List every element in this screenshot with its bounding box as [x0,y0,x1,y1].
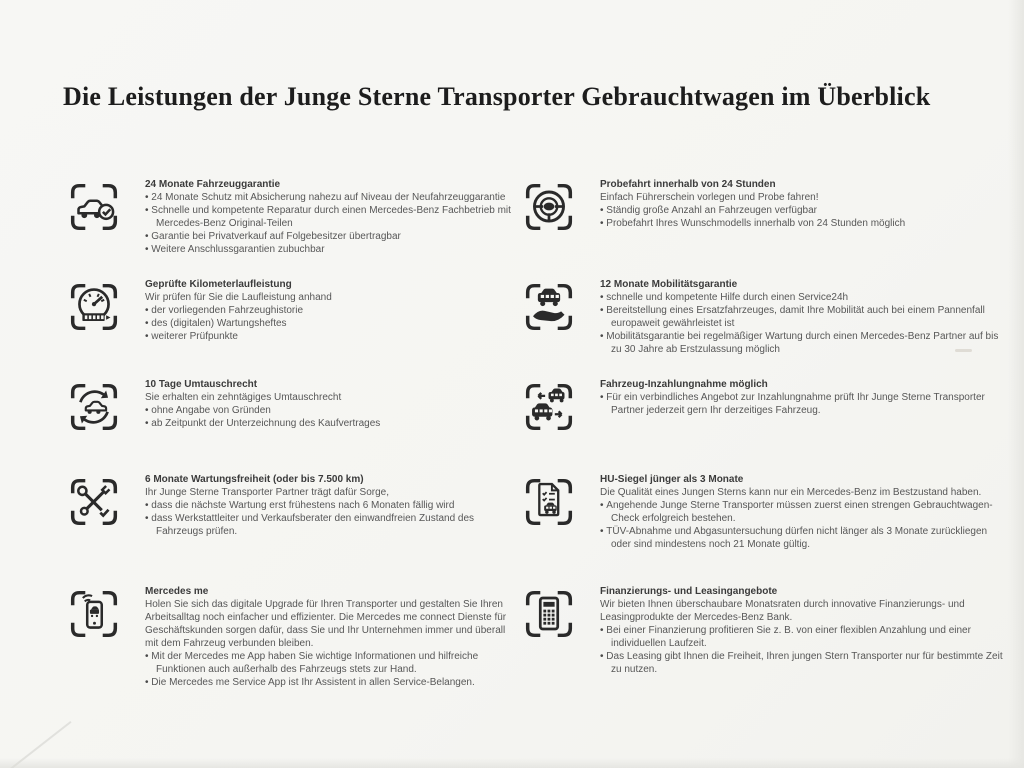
service-heading: Probefahrt innerhalb von 24 Stunden [600,179,776,190]
service-bullet: • Schnelle und kompetente Reparatur durch einen Mercedes-Benz Fachbetrieb mit Mercedes-Benz Original-Teilen [145,204,518,230]
service-bullet: • Bereitstellung eines Ersatzfahrzeuges, damit Ihre Mobilität auch bei einem Pannenfall europaweit gewährleistet ist [600,304,1005,330]
service-bullet: • ohne Angabe von Gründen [145,404,518,417]
service-bullet: • Mobilitätsgarantie bei regelmäßiger Wartung durch einen Mercedes-Benz Partner auf bis zu 30 Jahre ab Erstzulassung möglich [600,330,1005,356]
service-text [145,471,518,538]
service-intro: Ihr Junge Sterne Transporter Partner trägt dafür Sorge, [145,487,390,498]
service-bullet: • 24 Monate Schutz mit Absicherung nahezu auf Niveau der Neufahrzeuggarantie [145,191,518,204]
service-text [600,276,1005,356]
service-intro: Holen Sie sich das digitale Upgrade für Ihren Transporter und gestalten Sie Ihren Arbeitsalltag noch einfacher und effizienter. Die Mercedes me connect Dienste für Geschäftskunden sorgen dafür, dass Sie und Ihr Unternehmen immer und überall mit dem Fahrzeug verbunden bleiben. [145,599,507,649]
service-intro: Einfach Führerschein vorlegen und Probe fahren! [600,192,819,203]
service-intro: Sie erhalten ein zehntägiges Umtauschrecht [145,392,342,403]
service-heading: Mercedes me [145,586,209,597]
service-item [63,583,518,689]
service-heading: Finanzierungs- und Leasingangebote [600,586,778,597]
service-item [63,176,518,276]
page-title: Die Leistungen der Junge Sterne Transporter Gebrauchtwagen im Überblick [63,82,931,111]
service-bullet: • ab Zeitpunkt der Unterzeichnung des Kaufvertrages [145,417,518,430]
service-text [600,176,1005,230]
service-item [63,376,518,471]
service-bullet-list [600,291,1005,356]
service-text [145,176,518,256]
service-bullet: • dass Werkstattleiter und Verkaufsberater den einwandfreien Zustand des Fahrzeugs prüfen. [145,512,518,538]
smartphone-connect-icon [63,583,125,645]
service-heading: Geprüfte Kilometerlaufleistung [145,279,292,290]
service-bullet-list [145,404,518,430]
service-heading: 10 Tage Umtauschrecht [145,379,258,390]
service-bullet-list [145,304,518,343]
service-bullet: • Garantie bei Privatverkauf auf Folgebesitzer übertragbar [145,230,518,243]
service-bullet-list [145,499,518,538]
scan-artifact [955,349,972,352]
service-bullet-list [145,650,518,689]
service-bullet: • Weitere Anschlussgarantien zubuchbar [145,243,518,256]
car-exchange-icon [63,376,125,438]
service-bullet: • Das Leasing gibt Ihnen die Freiheit, Ihren jungen Stern Transporter nur für bestimmte Zeit zu nutzen. [600,650,1005,676]
scan-artifact [0,758,1024,768]
service-bullet: • weiterer Prüfpunkte [145,330,518,343]
service-bullet: • Angehende Junge Sterne Transporter müssen zuerst einen strengen Gebrauchtwagen-Check erfolgreich bestehen. [600,499,1005,525]
steering-wheel-icon [518,176,580,238]
odometer-icon [63,276,125,338]
service-bullet: • dass die nächste Wartung erst frühestens nach 6 Monaten fällig wird [145,499,518,512]
service-item [518,583,1005,689]
service-intro: Die Qualität eines Jungen Sterns kann nur ein Mercedes-Benz im Bestzustand haben. [600,487,982,498]
service-text [600,376,1005,417]
service-item [63,276,518,376]
service-bullet-list [145,191,518,256]
service-bullet: • des (digitalen) Wartungsheftes [145,317,518,330]
service-bullet: • Für ein verbindliches Angebot zur Inzahlungnahme prüft Ihr Junge Sterne Transporter Partner jederzeit gern Ihr derzeitiges Fahrzeug. [600,391,1005,417]
service-heading: 24 Monate Fahrzeuggarantie [145,179,281,190]
service-item [63,471,518,583]
service-item [518,376,1005,471]
service-bullet: • Mit der Mercedes me App haben Sie wichtige Informationen und hilfreiche Funktionen auch außerhalb des Fahrzeugs stets zur Hand. [145,650,518,676]
service-heading: HU-Siegel jünger als 3 Monate [600,474,744,485]
service-item [518,471,1005,583]
service-bullet: • TÜV-Abnahme und Abgasuntersuchung dürfen nicht länger als 3 Monate zurückliegen oder sind mindestens noch 21 Monate gültig. [600,525,1005,551]
scan-artifact [1008,0,1024,768]
service-item [518,176,1005,276]
service-intro: Wir bieten Ihnen überschaubare Monatsraten durch innovative Finanzierungs- und Leasingprodukte der Mercedes-Benz Bank. [600,599,965,623]
service-item [518,276,1005,376]
document-car-icon [518,471,580,533]
service-bullet-list [600,391,1005,417]
service-bullet: • Die Mercedes me Service App ist Ihr Assistent in allen Service-Belangen. [145,676,518,689]
service-heading: Fahrzeug-Inzahlungnahme möglich [600,379,768,390]
car-check-icon [63,176,125,238]
service-text [145,376,518,430]
service-bullet: • schnelle und kompetente Hilfe durch einen Service24h [600,291,1005,304]
service-text [600,471,1005,551]
service-heading: 6 Monate Wartungsfreiheit (oder bis 7.500 km) [145,474,364,485]
service-text [145,583,518,689]
service-bullet-list [600,499,1005,551]
service-intro: Wir prüfen für Sie die Laufleistung anhand [145,292,332,303]
service-bullet: • Ständig große Anzahl an Fahrzeugen verfügbar [600,204,1005,217]
service-text [600,583,1005,676]
service-bullet: • der vorliegenden Fahrzeughistorie [145,304,518,317]
service-text [145,276,518,343]
calculator-icon [518,583,580,645]
services-grid [63,176,1005,689]
service-bullet: • Bei einer Finanzierung profitieren Sie z. B. von einer flexiblen Anzahlung und einer individuellen Laufzeit. [600,624,1005,650]
service-bullet-list [600,204,1005,230]
tools-check-icon [63,471,125,533]
car-hand-icon [518,276,580,338]
service-heading: 12 Monate Mobilitätsgarantie [600,279,738,290]
service-bullet-list [600,624,1005,676]
two-cars-trade-icon [518,376,580,438]
service-bullet: • Probefahrt Ihres Wunschmodells innerhalb von 24 Stunden möglich [600,217,1005,230]
